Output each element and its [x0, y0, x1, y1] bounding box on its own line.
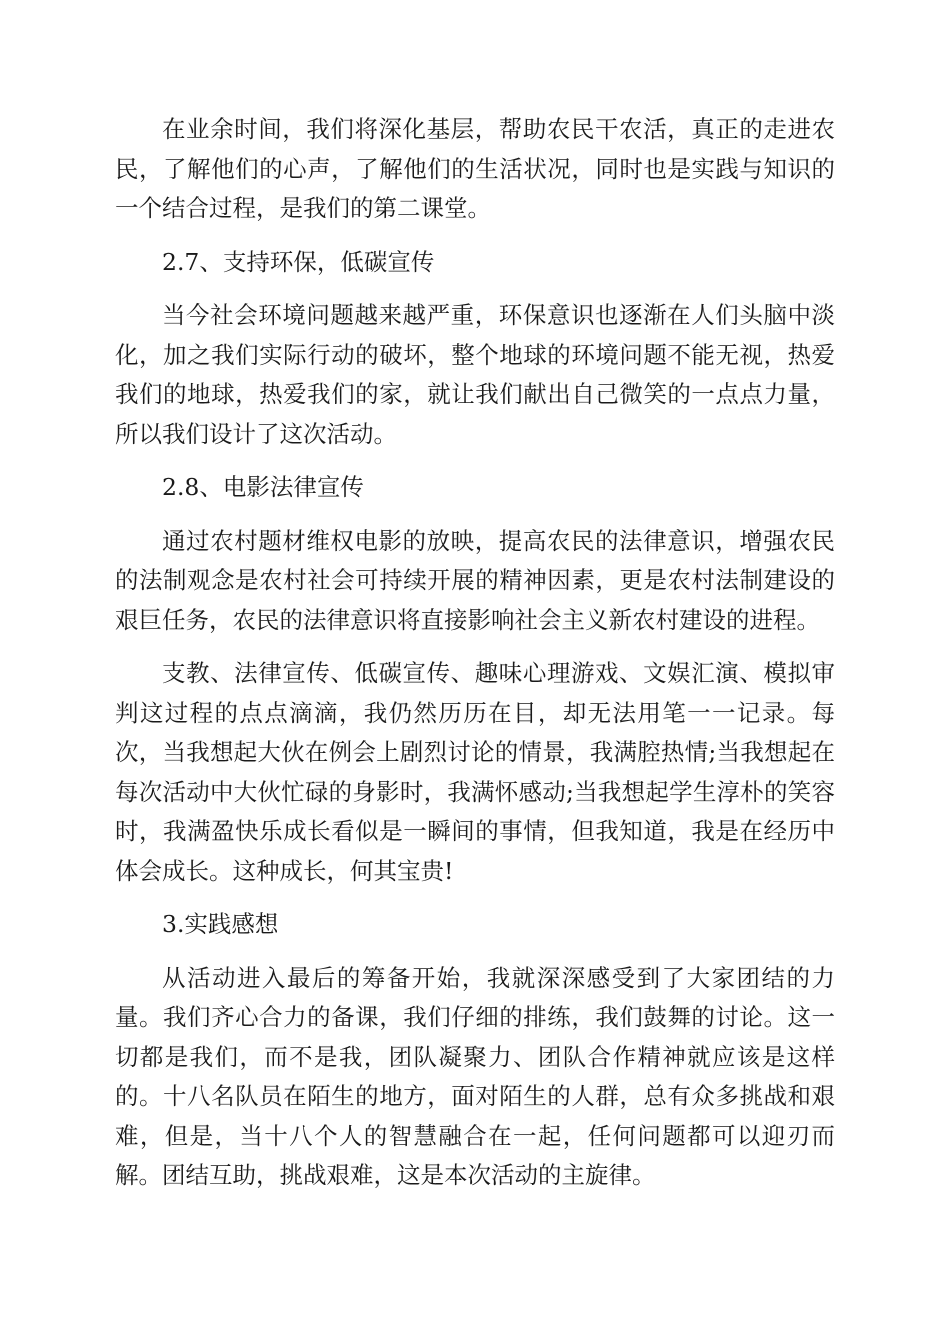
section-heading-2-7: 2.7、支持环保，低碳宣传 — [162, 247, 435, 276]
section-heading-3: 3.实践感想 — [162, 910, 279, 938]
document-body — [115, 110, 835, 1210]
section-heading-2-8: 2.8、电影法律宣传 — [162, 473, 364, 501]
paragraph-fieldwork: 在业余时间，我们将深化基层，帮助农民干农活，真正的走进农民，了解他们的心声，了解他们的生活状况，同时也是实践与知识的一个结合过程，是我们的第二课堂。 — [115, 115, 835, 222]
paragraph-reflection: 支教、法律宣传、低碳宣传、趣味心理游戏、文娱汇演、模拟审判这过程的点点滴滴，我仍然历历在目，却无法用笔一一记录。每次，当我想起大伙在例会上剧烈讨论的情景，我满腔热情;当我想起在每次活动中大伙忙碌的身影时，我满怀感动;当我想起学生淳朴的笑容时，我满盈快乐成长看似是一瞬间的事情，但我知道，我是在经历中体会成长。这种成长，何其宝贵! — [115, 659, 835, 885]
paragraph-environment: 当今社会环境问题越来越严重，环保意识也逐渐在人们头脑中淡化，加之我们实际行动的破坏，整个地球的环境问题不能无视，热爱我们的地球，热爱我们的家，就让我们献出自己微笑的一点点力量，所以我们设计了这次活动。 — [115, 301, 835, 448]
paragraph-teamwork: 从活动进入最后的筹备开始，我就深深感受到了大家团结的力量。我们齐心合力的备课，我们仔细的排练，我们鼓舞的讨论。这一切都是我们，而不是我，团队凝聚力、团队合作精神就应该是这样的。十八名队员在陌生的地方，面对陌生的人群，总有众多挑战和艰难，但是，当十八个人的智慧融合在一起，任何问题都可以迎刃而解。团结互助，挑战艰难，这是本次活动的主旋律。 — [115, 963, 835, 1189]
paragraph-film-law: 通过农村题材维权电影的放映，提高农民的法律意识，增强农民的法制观念是农村社会可持续开展的精神因素，更是农村法制建设的艰巨任务，农民的法律意识将直接影响社会主义新农村建设的进程。 — [115, 526, 835, 634]
